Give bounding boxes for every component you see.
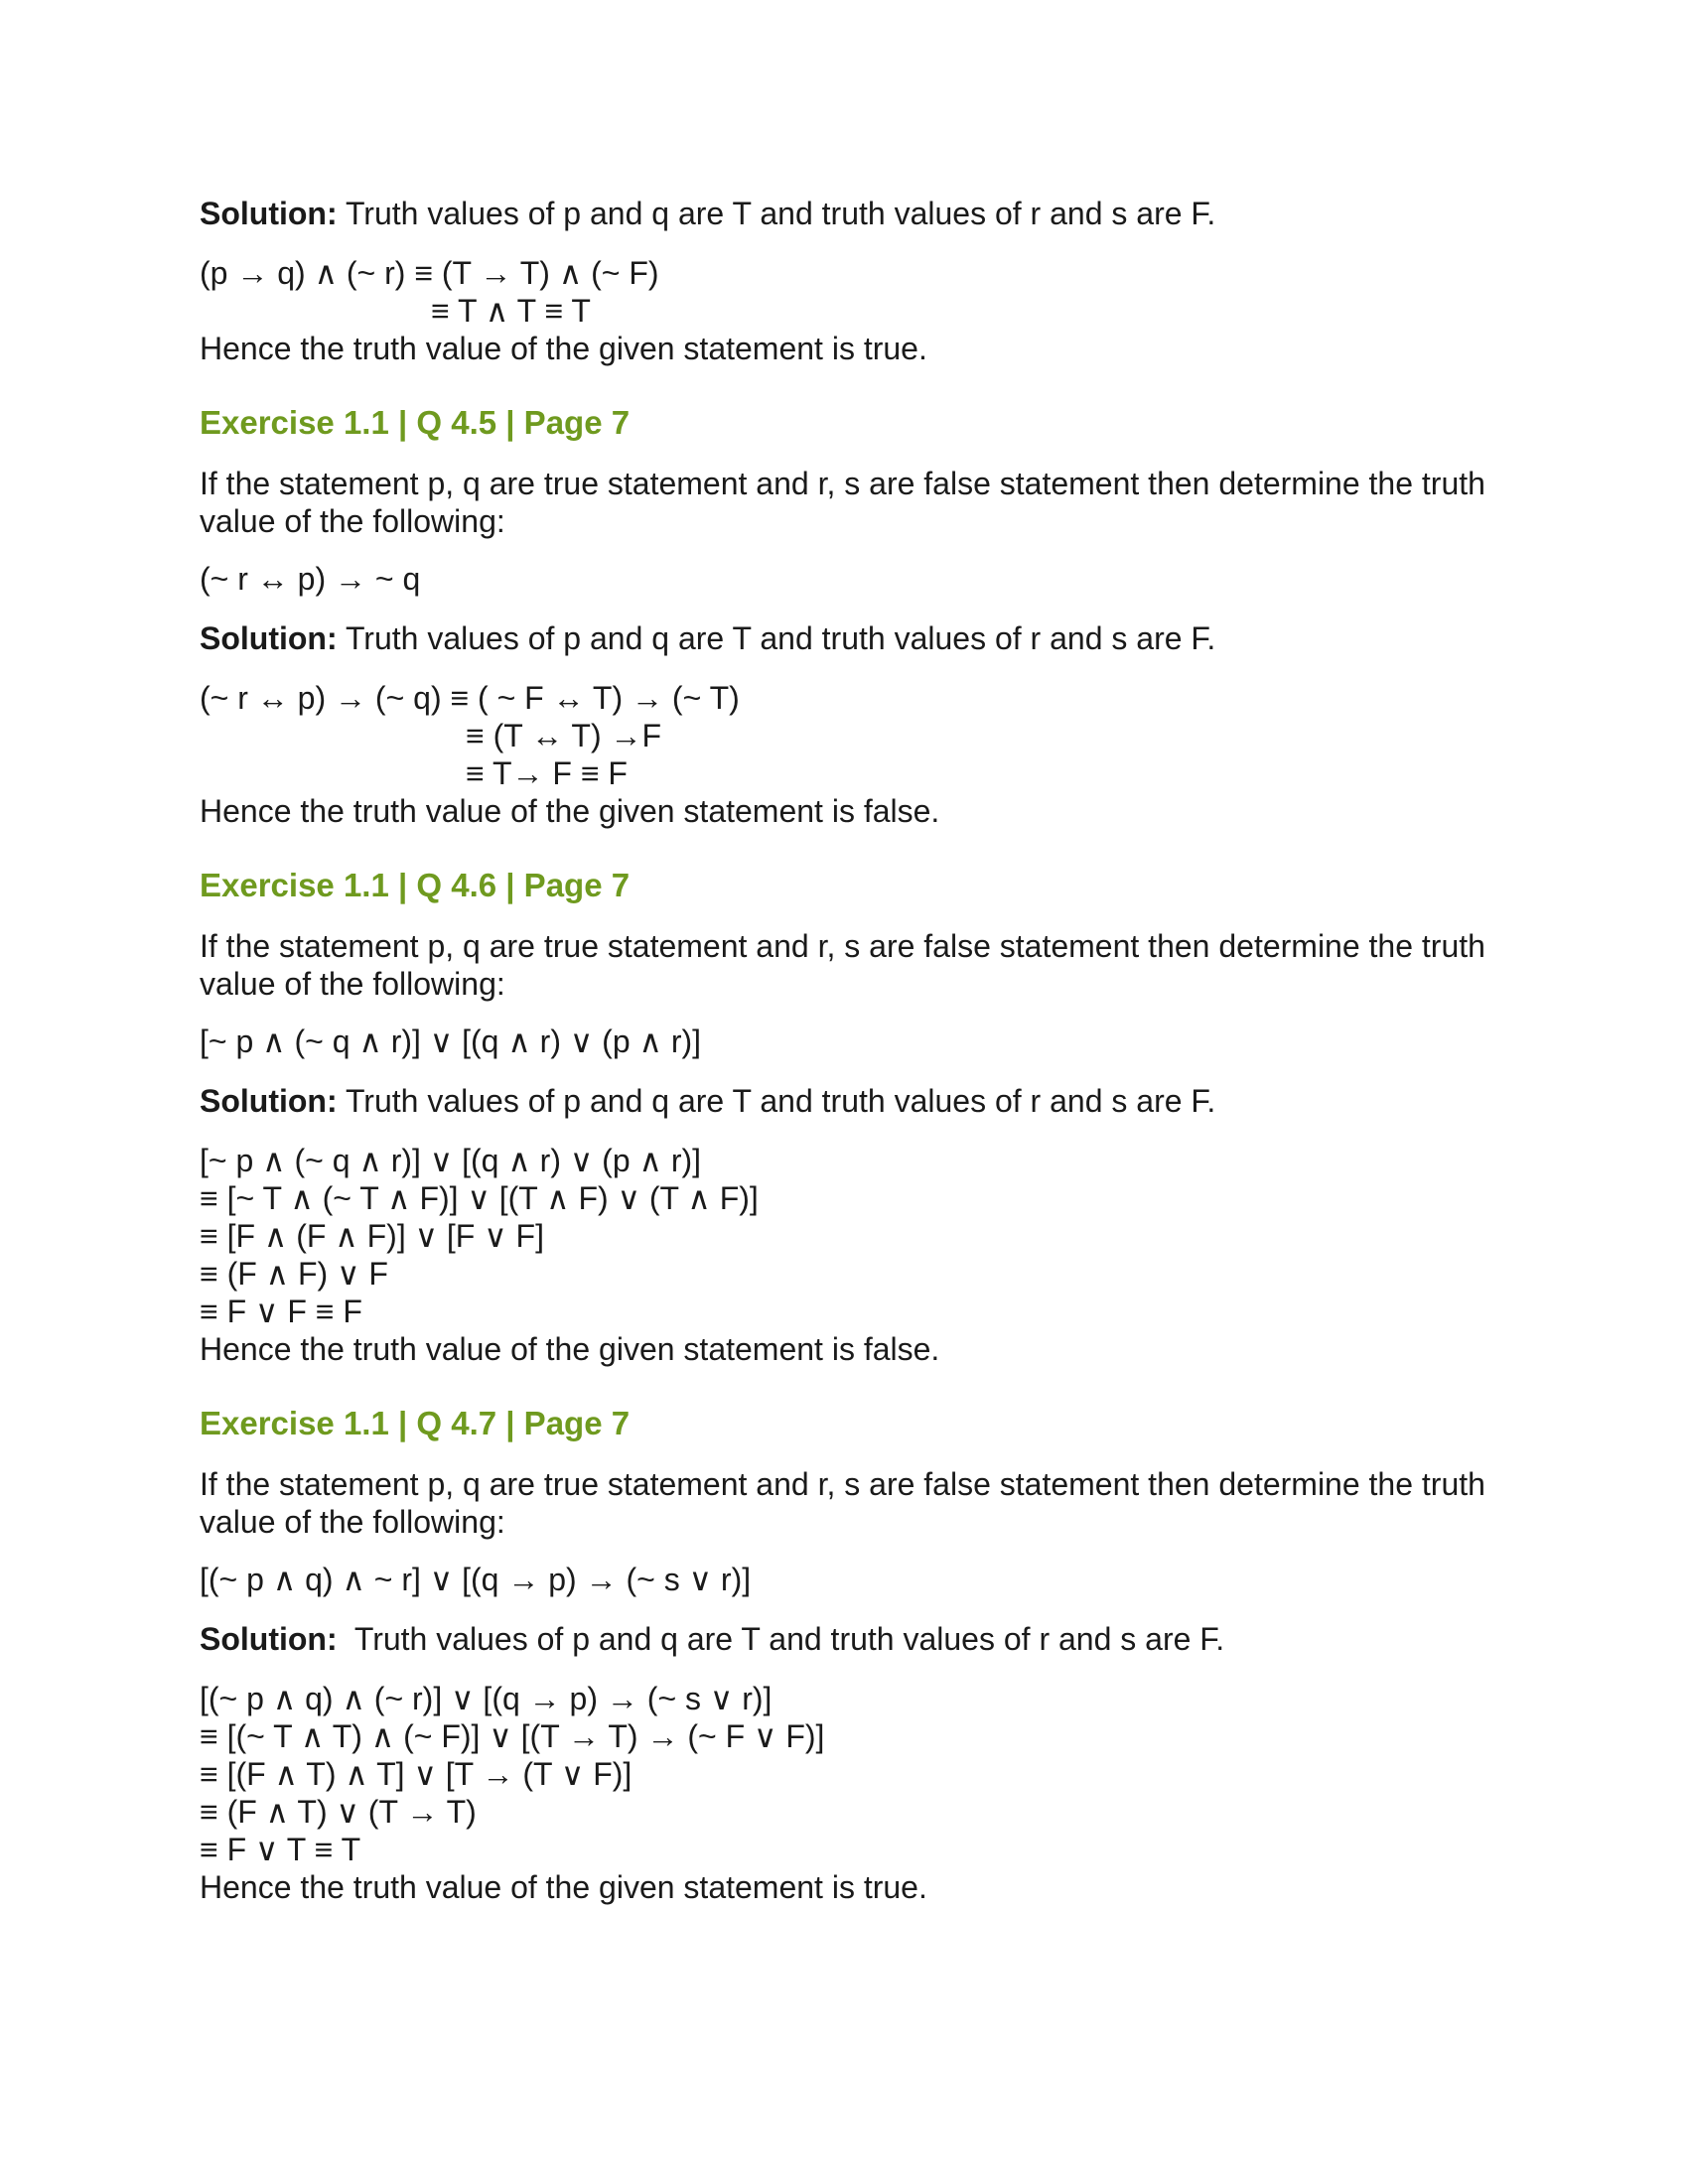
- math-step: ≡ T ∧ T ≡ T: [431, 293, 591, 329]
- exercise-4-7: [200, 1404, 1490, 1906]
- solution-text: Truth values of p and q are T and truth values of r and s are F.: [337, 196, 1216, 231]
- conclusion: Hence the truth value of the given statement is false.: [200, 793, 940, 829]
- math-step: ≡ [(F ∧ T) ∧ T] ∨ [T → (T ∨ F)]: [200, 1756, 633, 1792]
- document-content: [200, 195, 1490, 1906]
- question-expression: [(~ p ∧ q) ∧ ~ r] ∨ [(q → p) → (~ s ∨ r)]: [200, 1562, 752, 1597]
- solution-text: Truth values of p and q are T and truth values of r and s are F.: [337, 1083, 1216, 1119]
- solution-text: Truth values of p and q are T and truth values of r and s are F.: [337, 620, 1216, 656]
- math-step: [(~ p ∧ q) ∧ (~ r)] ∨ [(q → p) → (~ s ∨ r)]: [200, 1681, 773, 1716]
- solution-label: Solution:: [200, 196, 338, 231]
- question-text: If the statement p, q are true statement and r, s are false statement then determine the truth value of the following:: [200, 466, 1485, 539]
- conclusion: Hence the truth value of the given statement is true.: [200, 1869, 927, 1905]
- solution-line: [200, 1620, 1490, 1658]
- math-step: ≡ T→ F ≡ F: [466, 755, 628, 791]
- exercise-title: Exercise 1.1 | Q 4.5 | Page 7: [200, 404, 631, 441]
- solution-text: Truth values of p and q are T and truth values of r and s are F.: [337, 1621, 1225, 1657]
- conclusion: Hence the truth value of the given statement is true.: [200, 331, 927, 366]
- math-step: ≡ F ∨ T ≡ T: [200, 1832, 361, 1867]
- math-step: (p → q) ∧ (~ r) ≡ (T → T) ∧ (~ F): [200, 255, 659, 291]
- solution-line: [200, 1082, 1490, 1120]
- exercise-4-5: [200, 403, 1490, 830]
- math-step: ≡ F ∨ F ≡ F: [200, 1294, 362, 1329]
- exercise-title: Exercise 1.1 | Q 4.6 | Page 7: [200, 867, 631, 903]
- question-expression: (~ r ↔ p) → ~ q: [200, 561, 421, 597]
- question-text: If the statement p, q are true statement and r, s are false statement then determine the truth value of the following:: [200, 1466, 1485, 1540]
- conclusion: Hence the truth value of the given statement is false.: [200, 1331, 940, 1367]
- math-step: ≡ (F ∧ T) ∨ (T → T): [200, 1794, 477, 1830]
- math-step: (~ r ↔ p) → (~ q) ≡ ( ~ F ↔ T) → (~ T): [200, 680, 740, 716]
- math-step: ≡ [F ∧ (F ∧ F)] ∨ [F ∨ F]: [200, 1218, 544, 1254]
- math-step: ≡ [(~ T ∧ T) ∧ (~ F)] ∨ [(T → T) → (~ F ∨ F)]: [200, 1718, 825, 1754]
- solution-line: [200, 195, 1490, 232]
- question-text: If the statement p, q are true statement and r, s are false statement then determine the truth value of the following:: [200, 928, 1485, 1002]
- math-step: ≡ (F ∧ F) ∨ F: [200, 1256, 388, 1292]
- exercise-4-6: [200, 866, 1490, 1368]
- math-step: [~ p ∧ (~ q ∧ r)] ∨ [(q ∧ r) ∨ (p ∧ r)]: [200, 1143, 702, 1178]
- solution-label: Solution:: [200, 1083, 338, 1119]
- solution-line: [200, 619, 1490, 657]
- math-step: ≡ [~ T ∧ (~ T ∧ F)] ∨ [(T ∧ F) ∨ (T ∧ F)]: [200, 1180, 759, 1216]
- solution-label: Solution:: [200, 620, 338, 656]
- exercise-title: Exercise 1.1 | Q 4.7 | Page 7: [200, 1405, 631, 1441]
- question-expression: [~ p ∧ (~ q ∧ r)] ∨ [(q ∧ r) ∨ (p ∧ r)]: [200, 1024, 702, 1059]
- solution-label: Solution:: [200, 1621, 338, 1657]
- intro-solution: [200, 195, 1490, 367]
- math-step: ≡ (T ↔ T) →F: [466, 718, 662, 753]
